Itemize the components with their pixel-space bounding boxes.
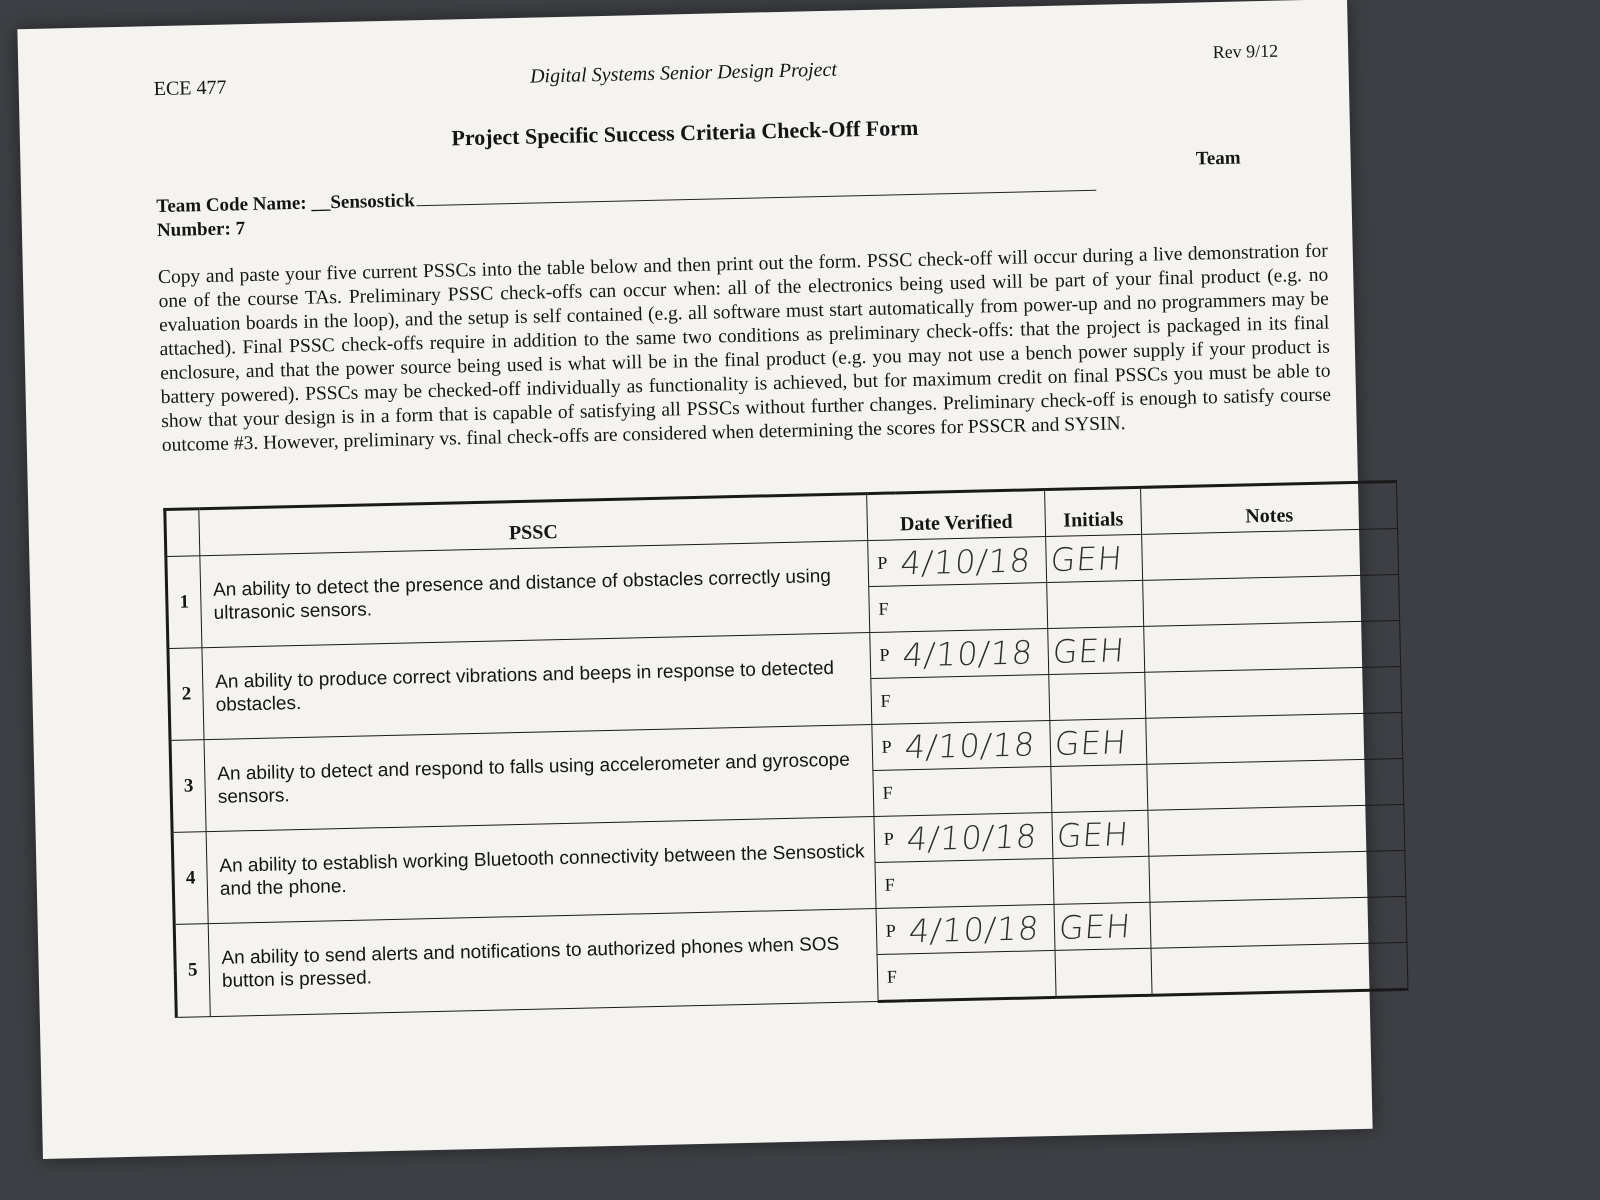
pssc-number: 1: [166, 556, 202, 649]
pssc-description: An ability to establish working Bluetooth connectivity between the Sensostick and the phone.: [206, 817, 876, 924]
preliminary-label: P: [876, 908, 905, 955]
team-code-name-underline: [417, 189, 1097, 206]
final-notes: [1149, 850, 1406, 902]
preliminary-initials: [1046, 534, 1143, 582]
team-number: Number: 7: [156, 218, 246, 242]
final-date-verified: [901, 766, 1052, 815]
final-initials: [1051, 764, 1148, 812]
course-code: ECE 477: [153, 76, 227, 101]
final-label: F: [871, 678, 900, 725]
pssc-description: An ability to send alerts and notifications to authorized phones when SOS button is pressed.: [208, 908, 878, 1016]
handwritten-initials: GEH: [1051, 630, 1127, 671]
team-label: Team: [1195, 147, 1241, 170]
check-off-form-sheet: [17, 0, 1372, 1159]
preliminary-label: P: [870, 632, 899, 679]
handwritten-initials: GEH: [1053, 722, 1129, 763]
final-label: F: [875, 862, 904, 909]
pssc-description: An ability to produce correct vibrations and beeps in response to detected obstacles.: [202, 633, 872, 740]
final-date-verified: [903, 858, 1054, 907]
final-date-verified: [897, 583, 1048, 632]
preliminary-notes: [1146, 713, 1403, 765]
preliminary-label: P: [874, 816, 903, 863]
team-code-name-line: [156, 175, 1097, 218]
final-date-verified: [905, 950, 1056, 1000]
final-notes: [1145, 667, 1402, 719]
preliminary-date-verified: [902, 812, 1053, 861]
header-notes: Notes: [1141, 482, 1398, 535]
preliminary-initials: [1054, 902, 1151, 950]
preliminary-date-verified: [896, 537, 1047, 586]
final-initials: [1053, 856, 1150, 904]
preliminary-notes: [1144, 621, 1401, 673]
pssc-number: 5: [174, 924, 210, 1018]
header-initials: Initials: [1045, 487, 1142, 536]
final-notes: [1151, 942, 1408, 995]
pssc-table: [163, 480, 1408, 1019]
handwritten-initials: GEH: [1055, 814, 1131, 855]
final-initials: [1049, 672, 1146, 720]
team-code-name-value: Sensostick: [330, 190, 416, 214]
pssc-description: An ability to detect and respond to falls using accelerometer and gyroscope sensors.: [204, 725, 874, 832]
final-label: F: [873, 770, 902, 817]
final-date-verified: [899, 674, 1050, 723]
header-date-verified: Date Verified: [867, 490, 1046, 541]
final-initials: [1055, 948, 1152, 997]
preliminary-date-verified: [900, 720, 1051, 769]
preliminary-date-verified: [904, 904, 1055, 953]
preliminary-notes: [1142, 529, 1399, 581]
team-code-name-prefix: __: [311, 192, 331, 214]
preliminary-label: P: [868, 540, 897, 587]
final-notes: [1143, 575, 1400, 627]
handwritten-initials: GEH: [1049, 538, 1125, 579]
final-label: F: [869, 586, 898, 633]
team-code-name-label: Team Code Name:: [156, 192, 307, 218]
pssc-description: An ability to detect the presence and distance of obstacles correctly using ultrasonic sensors.: [200, 541, 870, 648]
preliminary-initials: [1048, 626, 1145, 674]
handwritten-initials: GEH: [1057, 906, 1133, 947]
preliminary-label: P: [872, 724, 901, 771]
revision-label: Rev 9/12: [1212, 40, 1279, 63]
form-title: Project Specific Success Criteria Check-Off Form: [451, 114, 919, 151]
pssc-number: 3: [170, 740, 206, 833]
final-notes: [1147, 758, 1404, 810]
final-initials: [1047, 580, 1144, 628]
handwritten-date: 4/10/18: [898, 540, 1033, 582]
pssc-number: 4: [172, 832, 208, 925]
handwritten-date: 4/10/18: [900, 632, 1035, 674]
preliminary-notes: [1148, 804, 1405, 856]
preliminary-notes: [1150, 896, 1407, 948]
header-number-cell: [165, 509, 200, 557]
instructions-paragraph: Copy and paste your five current PSSCs into the table below and then print out the form. PSSC check-off will occur during a live demonstration for one of the course TAs. Preliminary PSSC check-offs can occur when: all of the electronics being used will be part of your final product (e.g. no evaluation boards in the loop), and the setup is self contained (e.g. all software must start automatically from power-up and no programmers may be attached). Final PSSC check-offs require in addition to the same two conditions as preliminary check-offs: that the project is packaged in its final enclosure, and that the power source being used is what will be in the final product (e.g. you may not use a bench power supply if your product is battery powered). PSSCs may be checked-off individually as functionality is achieved, but for maximum credit on final PSSCs you must be able to show that your design is in a form that is capable of satisfying all PSSCs without further changes. Preliminary check-off is enough to satisfy course outcome #3. However, preliminary vs. final check-offs are considered when determining the scores for PSSCR and SYSIN.: [157, 240, 1332, 457]
pssc-number: 2: [168, 648, 204, 741]
preliminary-initials: [1052, 810, 1149, 858]
pssc-table-body: [166, 529, 1408, 1018]
preliminary-date-verified: [898, 629, 1049, 678]
header-pssc: PSSC: [199, 494, 868, 556]
handwritten-date: 4/10/18: [902, 724, 1037, 766]
handwritten-date: 4/10/18: [904, 816, 1039, 858]
project-name: Digital Systems Senior Design Project: [529, 58, 838, 88]
handwritten-date: 4/10/18: [906, 908, 1041, 950]
final-label: F: [877, 954, 906, 1002]
preliminary-initials: [1050, 718, 1147, 766]
